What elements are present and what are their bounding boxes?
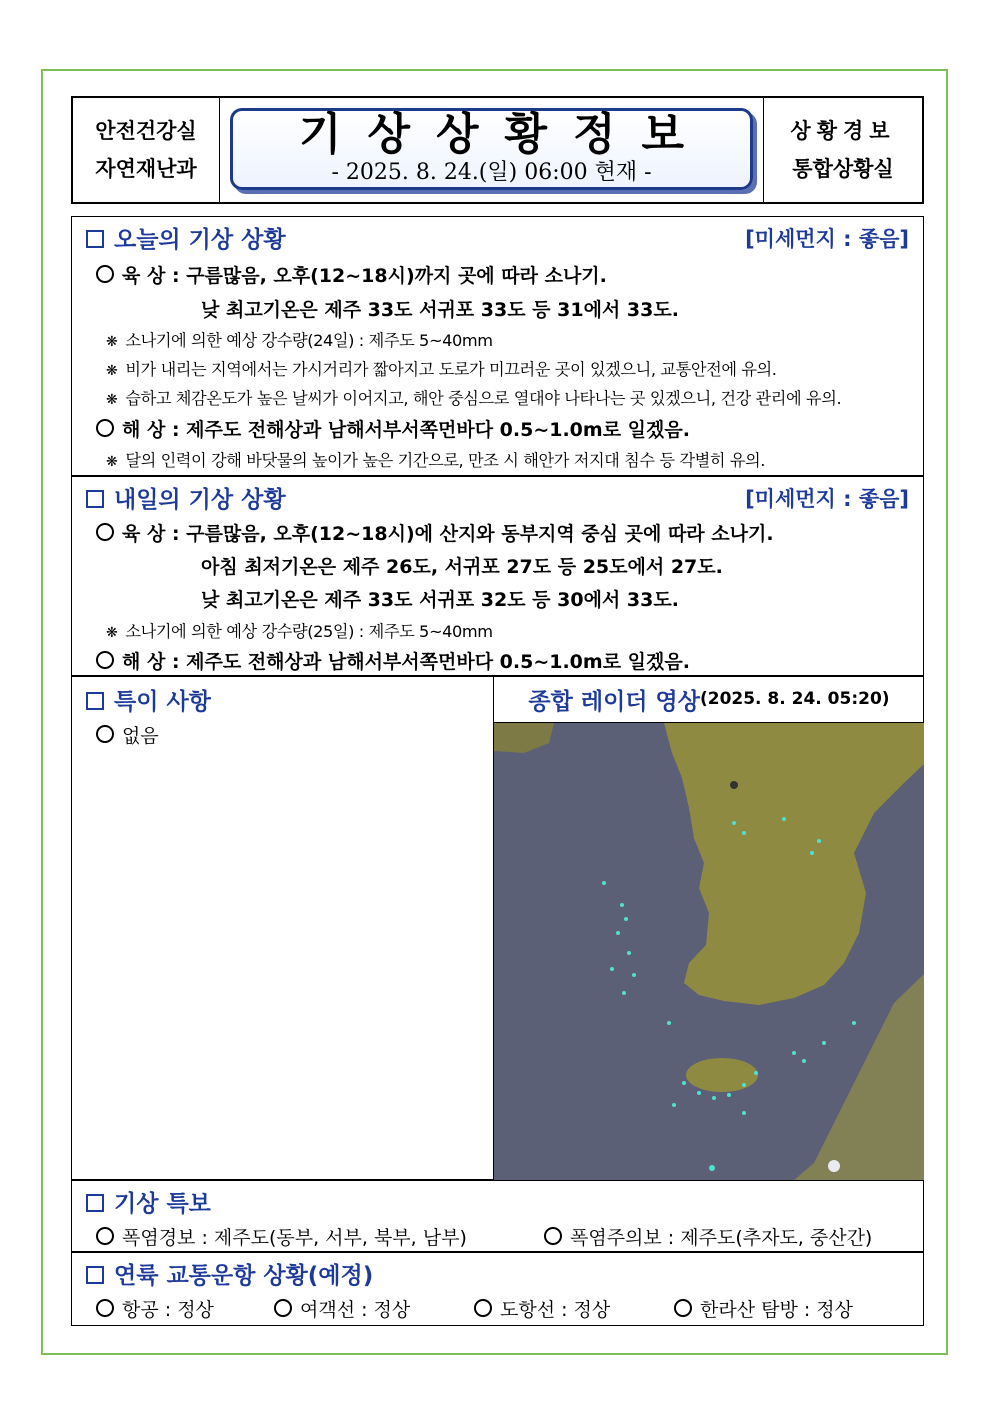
today-land-temp: 낮 최고기온은 제주 33도 서귀포 33도 등 31에서 33도.	[201, 299, 679, 321]
special-item-text: 없음	[122, 725, 159, 747]
special-title	[86, 683, 211, 716]
title-area	[220, 98, 763, 202]
circle-bullet-icon	[96, 651, 114, 669]
today-note-3-text: 습하고 체감온도가 높은 날씨가 이어지고, 해안 중심으로 열대야 나타나는 곳 있겠으니, 건강 관리에 유의.	[125, 389, 842, 408]
circle-bullet-icon	[96, 523, 114, 541]
traffic-ferry	[274, 1295, 410, 1322]
today-title-text: 오늘의 기상 상황	[114, 227, 286, 253]
today-note-3	[106, 385, 841, 409]
department-division: 자연재난과	[95, 157, 197, 181]
checkbox-icon	[86, 1194, 104, 1212]
asterisk-icon: ❋	[106, 392, 118, 408]
today-section	[71, 216, 924, 476]
today-note-1	[106, 327, 493, 351]
checkbox-icon	[86, 490, 104, 508]
traffic-air	[96, 1295, 214, 1322]
circle-bullet-icon	[474, 1299, 492, 1317]
tomorrow-min-temp: 아침 최저기온은 제주 26도, 서귀포 27도 등 25도에서 27도.	[201, 556, 723, 578]
today-note-1-text: 소나기에 의한 예상 강수량(24일) : 제주도 5~40mm	[125, 331, 493, 350]
tomorrow-land-text: 육 상 : 구름많음, 오후(12~18시)에 산지와 동부지역 중심 곳에 따라 소나기.	[122, 523, 774, 545]
today-land	[96, 261, 607, 288]
situation-room-box	[763, 98, 922, 202]
tomorrow-title-text: 내일의 기상 상황	[114, 487, 286, 513]
tomorrow-dust: [미세먼지 : 좋음]	[745, 487, 909, 511]
report-header	[71, 96, 924, 204]
tomorrow-sea	[96, 647, 690, 674]
today-dust: [미세먼지 : 좋음]	[745, 227, 909, 251]
report-title: 기상상황정보	[298, 109, 711, 160]
asterisk-icon: ❋	[106, 454, 118, 470]
circle-bullet-icon	[544, 1227, 562, 1245]
radar-time: (2025. 8. 24. 05:20)	[699, 689, 890, 709]
warnings-title	[86, 1185, 211, 1218]
department-office: 안전건강실	[95, 119, 197, 143]
warning-item-2-text: 폭염주의보 : 제주도(추자도, 중산간)	[570, 1227, 873, 1249]
situation-room-line1: 상황경보	[790, 119, 896, 143]
traffic-hallasan	[674, 1295, 853, 1322]
checkbox-icon	[86, 692, 104, 710]
asterisk-icon: ❋	[106, 625, 118, 641]
today-sea-note	[106, 447, 765, 471]
circle-bullet-icon	[96, 1227, 114, 1245]
checkbox-icon	[86, 230, 104, 248]
traffic-air-text: 항공 : 정상	[122, 1299, 214, 1321]
circle-bullet-icon	[674, 1299, 692, 1317]
tomorrow-max-temp: 낮 최고기온은 제주 33도 서귀포 32도 등 30에서 33도.	[201, 589, 679, 611]
today-sea-note-text: 달의 인력이 강해 바닷물의 높이가 높은 기간으로, 만조 시 해안가 저지대 침수 등 각별히 유의.	[125, 451, 766, 470]
today-title	[86, 221, 286, 254]
traffic-ferry-text: 여객선 : 정상	[300, 1299, 411, 1321]
warning-item-1-text: 폭염경보 : 제주도(동부, 서부, 북부, 남부)	[122, 1227, 467, 1249]
special-item	[96, 721, 159, 748]
circle-bullet-icon	[96, 419, 114, 437]
asterisk-icon: ❋	[106, 363, 118, 379]
asterisk-icon: ❋	[106, 334, 118, 350]
traffic-section	[71, 1252, 924, 1326]
situation-room-line2: 통합상황실	[792, 157, 894, 181]
radar-title: 종합 레이더 영상	[528, 688, 700, 715]
special-title-text: 특이 사항	[114, 689, 211, 715]
warning-item-1	[96, 1223, 467, 1250]
today-sea	[96, 415, 690, 442]
traffic-title	[86, 1257, 373, 1290]
report-date: - 2025. 8. 24.(일) 06:00 현재 -	[331, 160, 652, 185]
warnings-title-text: 기상 특보	[114, 1191, 211, 1217]
radar-header	[493, 676, 924, 723]
warnings-section	[71, 1180, 924, 1252]
today-sea-text: 해 상 : 제주도 전해상과 남해서부서쪽먼바다 0.5~1.0m로 일겠음.	[122, 419, 690, 441]
traffic-island-ferry-text: 도항선 : 정상	[500, 1299, 611, 1321]
tomorrow-section	[71, 476, 924, 676]
traffic-island-ferry	[474, 1295, 610, 1322]
radar-map-svg	[494, 723, 924, 1180]
traffic-hallasan-text: 한라산 탐방 : 정상	[700, 1299, 853, 1321]
today-land-text: 육 상 : 구름많음, 오후(12~18시)까지 곳에 따라 소나기.	[122, 265, 607, 287]
tomorrow-land	[96, 519, 774, 546]
warning-item-2	[544, 1223, 872, 1250]
checkbox-icon	[86, 1266, 104, 1284]
radar-image	[493, 723, 924, 1180]
traffic-title-text: 연륙 교통운항 상황(예정)	[114, 1263, 374, 1289]
tomorrow-note-text: 소나기에 의한 예상 강수량(25일) : 제주도 5~40mm	[125, 622, 493, 641]
circle-bullet-icon	[96, 265, 114, 283]
circle-bullet-icon	[274, 1299, 292, 1317]
tomorrow-title	[86, 481, 286, 514]
today-note-2	[106, 356, 777, 380]
department-box	[73, 98, 220, 202]
circle-bullet-icon	[96, 1299, 114, 1317]
title-box	[230, 108, 753, 190]
tomorrow-sea-text: 해 상 : 제주도 전해상과 남해서부서쪽먼바다 0.5~1.0m로 일겠음.	[122, 651, 690, 673]
today-note-2-text: 비가 내리는 지역에서는 가시거리가 짧아지고 도로가 미끄러운 곳이 있겠으니, 교통안전에 유의.	[125, 360, 777, 379]
tomorrow-note	[106, 618, 493, 642]
circle-bullet-icon	[96, 725, 114, 743]
